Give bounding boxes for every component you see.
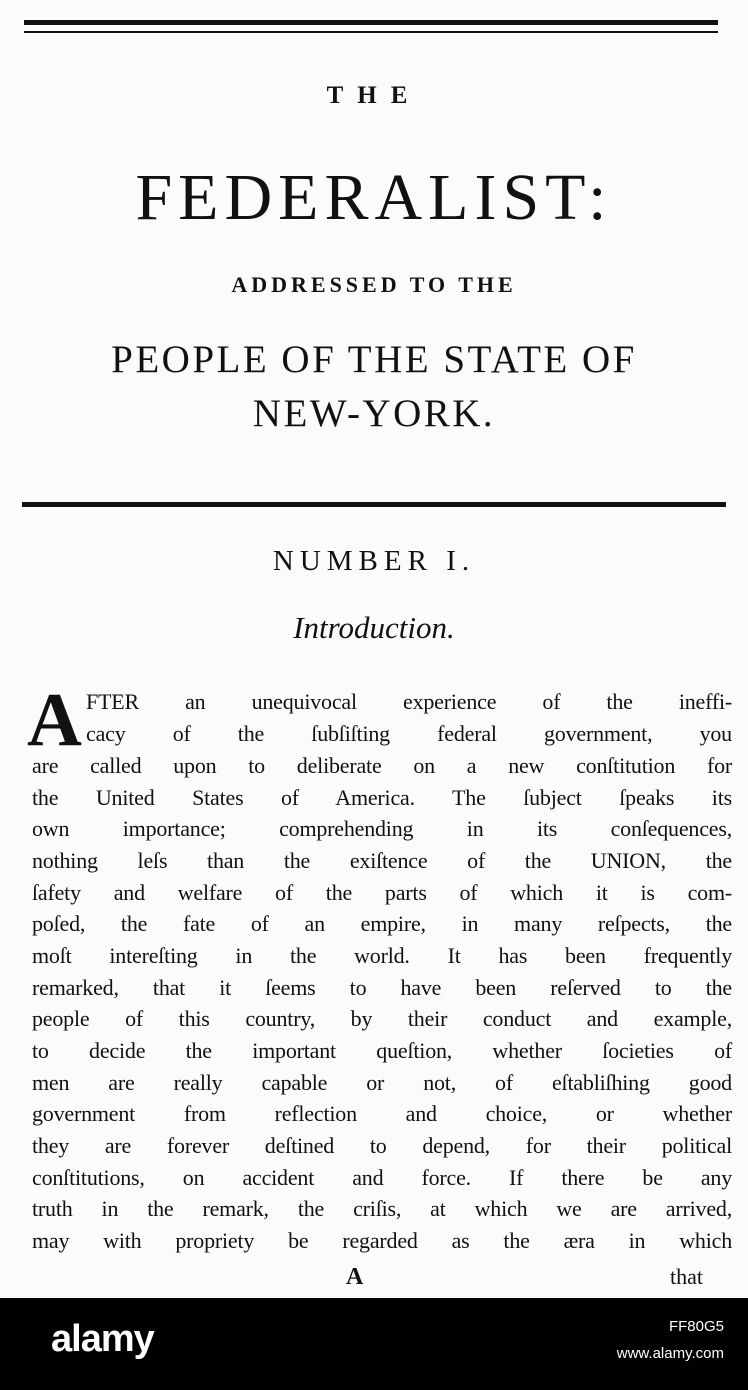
header-new-york: NEW-YORK. bbox=[252, 392, 496, 435]
drop-cap: A bbox=[27, 678, 82, 762]
catchword: that bbox=[670, 1264, 703, 1289]
header-the: THE bbox=[326, 82, 422, 109]
image-id-label: FF80G5 bbox=[668, 1318, 724, 1335]
body-line: nothing leſs than the exiſtence of the UNION, the bbox=[32, 848, 732, 873]
body-line: cacy of the ſubſiſting federal government, you bbox=[86, 721, 732, 746]
body-line: government from reflection and choice, or whether bbox=[32, 1101, 732, 1126]
header-addressed: ADDRESSED TO THE bbox=[231, 272, 517, 297]
body-line: moſt intereſting in the world. It has been frequently bbox=[32, 943, 732, 968]
body-line: the United States of America. The ſubject ſpeaks its bbox=[32, 785, 732, 810]
body-line: ſafety and welfare of the parts of which it is com- bbox=[32, 880, 732, 905]
section-subtitle: Introduction. bbox=[293, 610, 455, 645]
page-title: FEDERALIST: bbox=[135, 161, 613, 234]
body-line: men are really capable or not, of eſtabliſhing good bbox=[32, 1070, 732, 1095]
body-line: to decide the important queſtion, whether ſocieties of bbox=[32, 1038, 732, 1063]
body-line: people of this country, by their conduct and example, bbox=[32, 1006, 732, 1031]
body-line: FTER an unequivocal experience of the ineffi- bbox=[86, 689, 732, 714]
body-line: own importance; comprehending in its conſequences, bbox=[32, 816, 732, 841]
brand-logo: alamy bbox=[51, 1318, 154, 1360]
header-people: PEOPLE OF THE STATE OF bbox=[111, 338, 637, 381]
body-line: conſtitutions, on accident and force. If there be any bbox=[32, 1165, 732, 1190]
body-line: poſed, the fate of an empire, in many reſpects, the bbox=[32, 911, 732, 936]
top-double-rule bbox=[24, 20, 718, 25]
section-number: NUMBER I. bbox=[272, 545, 476, 577]
signature-mark: A bbox=[346, 1264, 364, 1290]
body-line: truth in the remark, the criſis, at which we are arrived, bbox=[32, 1196, 732, 1221]
body-line: remarked, that it ſeems to have been reſerved to the bbox=[32, 975, 732, 1000]
body-line: they are forever deſtined to depend, for their political bbox=[32, 1133, 732, 1158]
section-divider-rule bbox=[22, 502, 726, 507]
site-url-label: www.alamy.com bbox=[616, 1345, 724, 1362]
body-line: are called upon to deliberate on a new conſtitution for bbox=[32, 753, 732, 778]
body-line: may with propriety be regarded as the æra in which bbox=[32, 1228, 732, 1253]
